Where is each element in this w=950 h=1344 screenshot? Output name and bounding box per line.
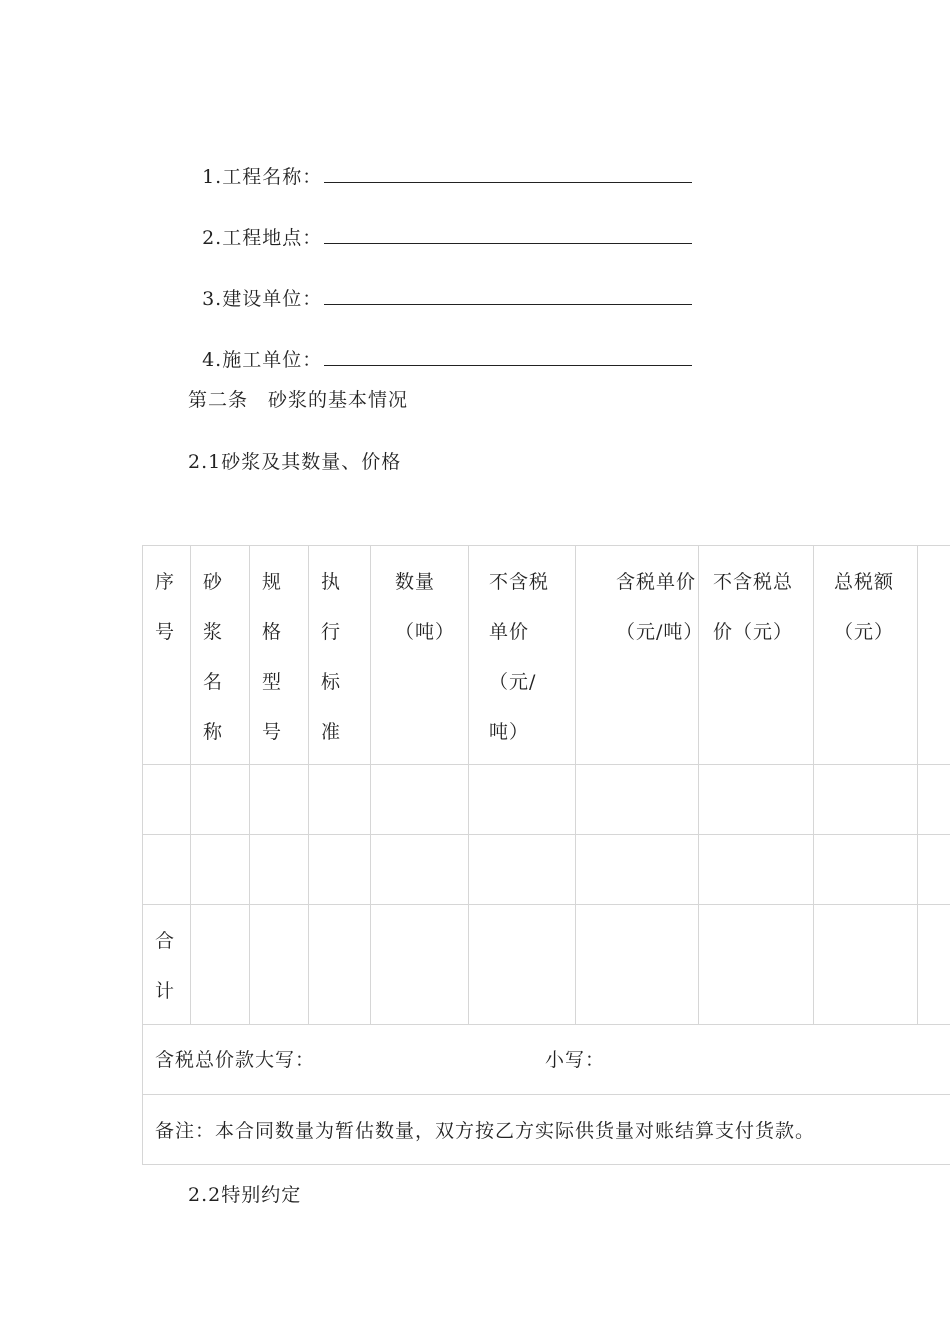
project-name-label: 1.工程名称：: [202, 166, 323, 188]
total-label: 合计: [155, 930, 176, 1002]
header-cell: [469, 546, 576, 765]
builder-unit-field: [188, 323, 692, 372]
project-location-blank[interactable]: [324, 226, 692, 244]
amount-cell: [143, 1025, 950, 1095]
builder-unit-blank[interactable]: [324, 348, 692, 366]
construction-unit-field: [188, 262, 692, 311]
note-cell: [143, 1095, 950, 1165]
header-cell: [191, 546, 250, 765]
table-header-row: [143, 546, 950, 765]
header-spec: 规格型号: [262, 571, 283, 743]
construction-unit-label: 3.建设单位：: [202, 288, 323, 310]
uppercase-amount-label: 含税总价款大写：: [155, 1049, 316, 1071]
project-name-field: [188, 140, 692, 189]
total-row: [143, 905, 950, 1025]
table-note: 备注：本合同数量为暂估数量，双方按乙方实际供货量对账结算支付货款。: [155, 1120, 816, 1142]
header-mortar-name: 砂浆名称: [203, 571, 224, 743]
amount-row: [143, 1025, 950, 1095]
builder-unit-label: 4.施工单位：: [202, 349, 323, 371]
header-cell: [309, 546, 371, 765]
project-name-blank[interactable]: [324, 165, 692, 183]
section-2-2-heading: 2.2特别约定: [188, 1184, 302, 1206]
project-location-label: 2.工程地点：: [202, 227, 323, 249]
table-row: [143, 765, 950, 835]
header-cell: [250, 546, 309, 765]
construction-unit-blank[interactable]: [324, 287, 692, 305]
total-label-cell: [143, 905, 191, 1025]
header-cell: [699, 546, 814, 765]
table-row: [143, 835, 950, 905]
header-total-excl: 不含税总价（元）: [713, 571, 794, 643]
header-unit-price-excl: 不含税单价（元/吨）: [489, 571, 550, 743]
header-cell: [814, 546, 918, 765]
header-unit-price-incl: 含税单价（元/吨）: [616, 571, 704, 643]
lowercase-amount-label: 小写：: [545, 1049, 606, 1071]
project-location-field: [188, 201, 692, 250]
section-2-1-heading: 2.1砂浆及其数量、价格: [188, 451, 402, 473]
header-quantity: 数量（吨）: [395, 571, 456, 643]
mortar-table: [142, 545, 950, 1165]
header-serial: 序号: [155, 571, 176, 643]
header-cell: [143, 546, 191, 765]
header-total-tax: 总税额（元）: [834, 571, 895, 643]
header-cell: [371, 546, 469, 765]
header-standard: 执行标准: [321, 571, 342, 743]
article-heading: 第二条 砂浆的基本情况: [188, 389, 409, 411]
note-row: [143, 1095, 950, 1165]
header-cell: [576, 546, 704, 765]
header-cell: [918, 546, 950, 765]
